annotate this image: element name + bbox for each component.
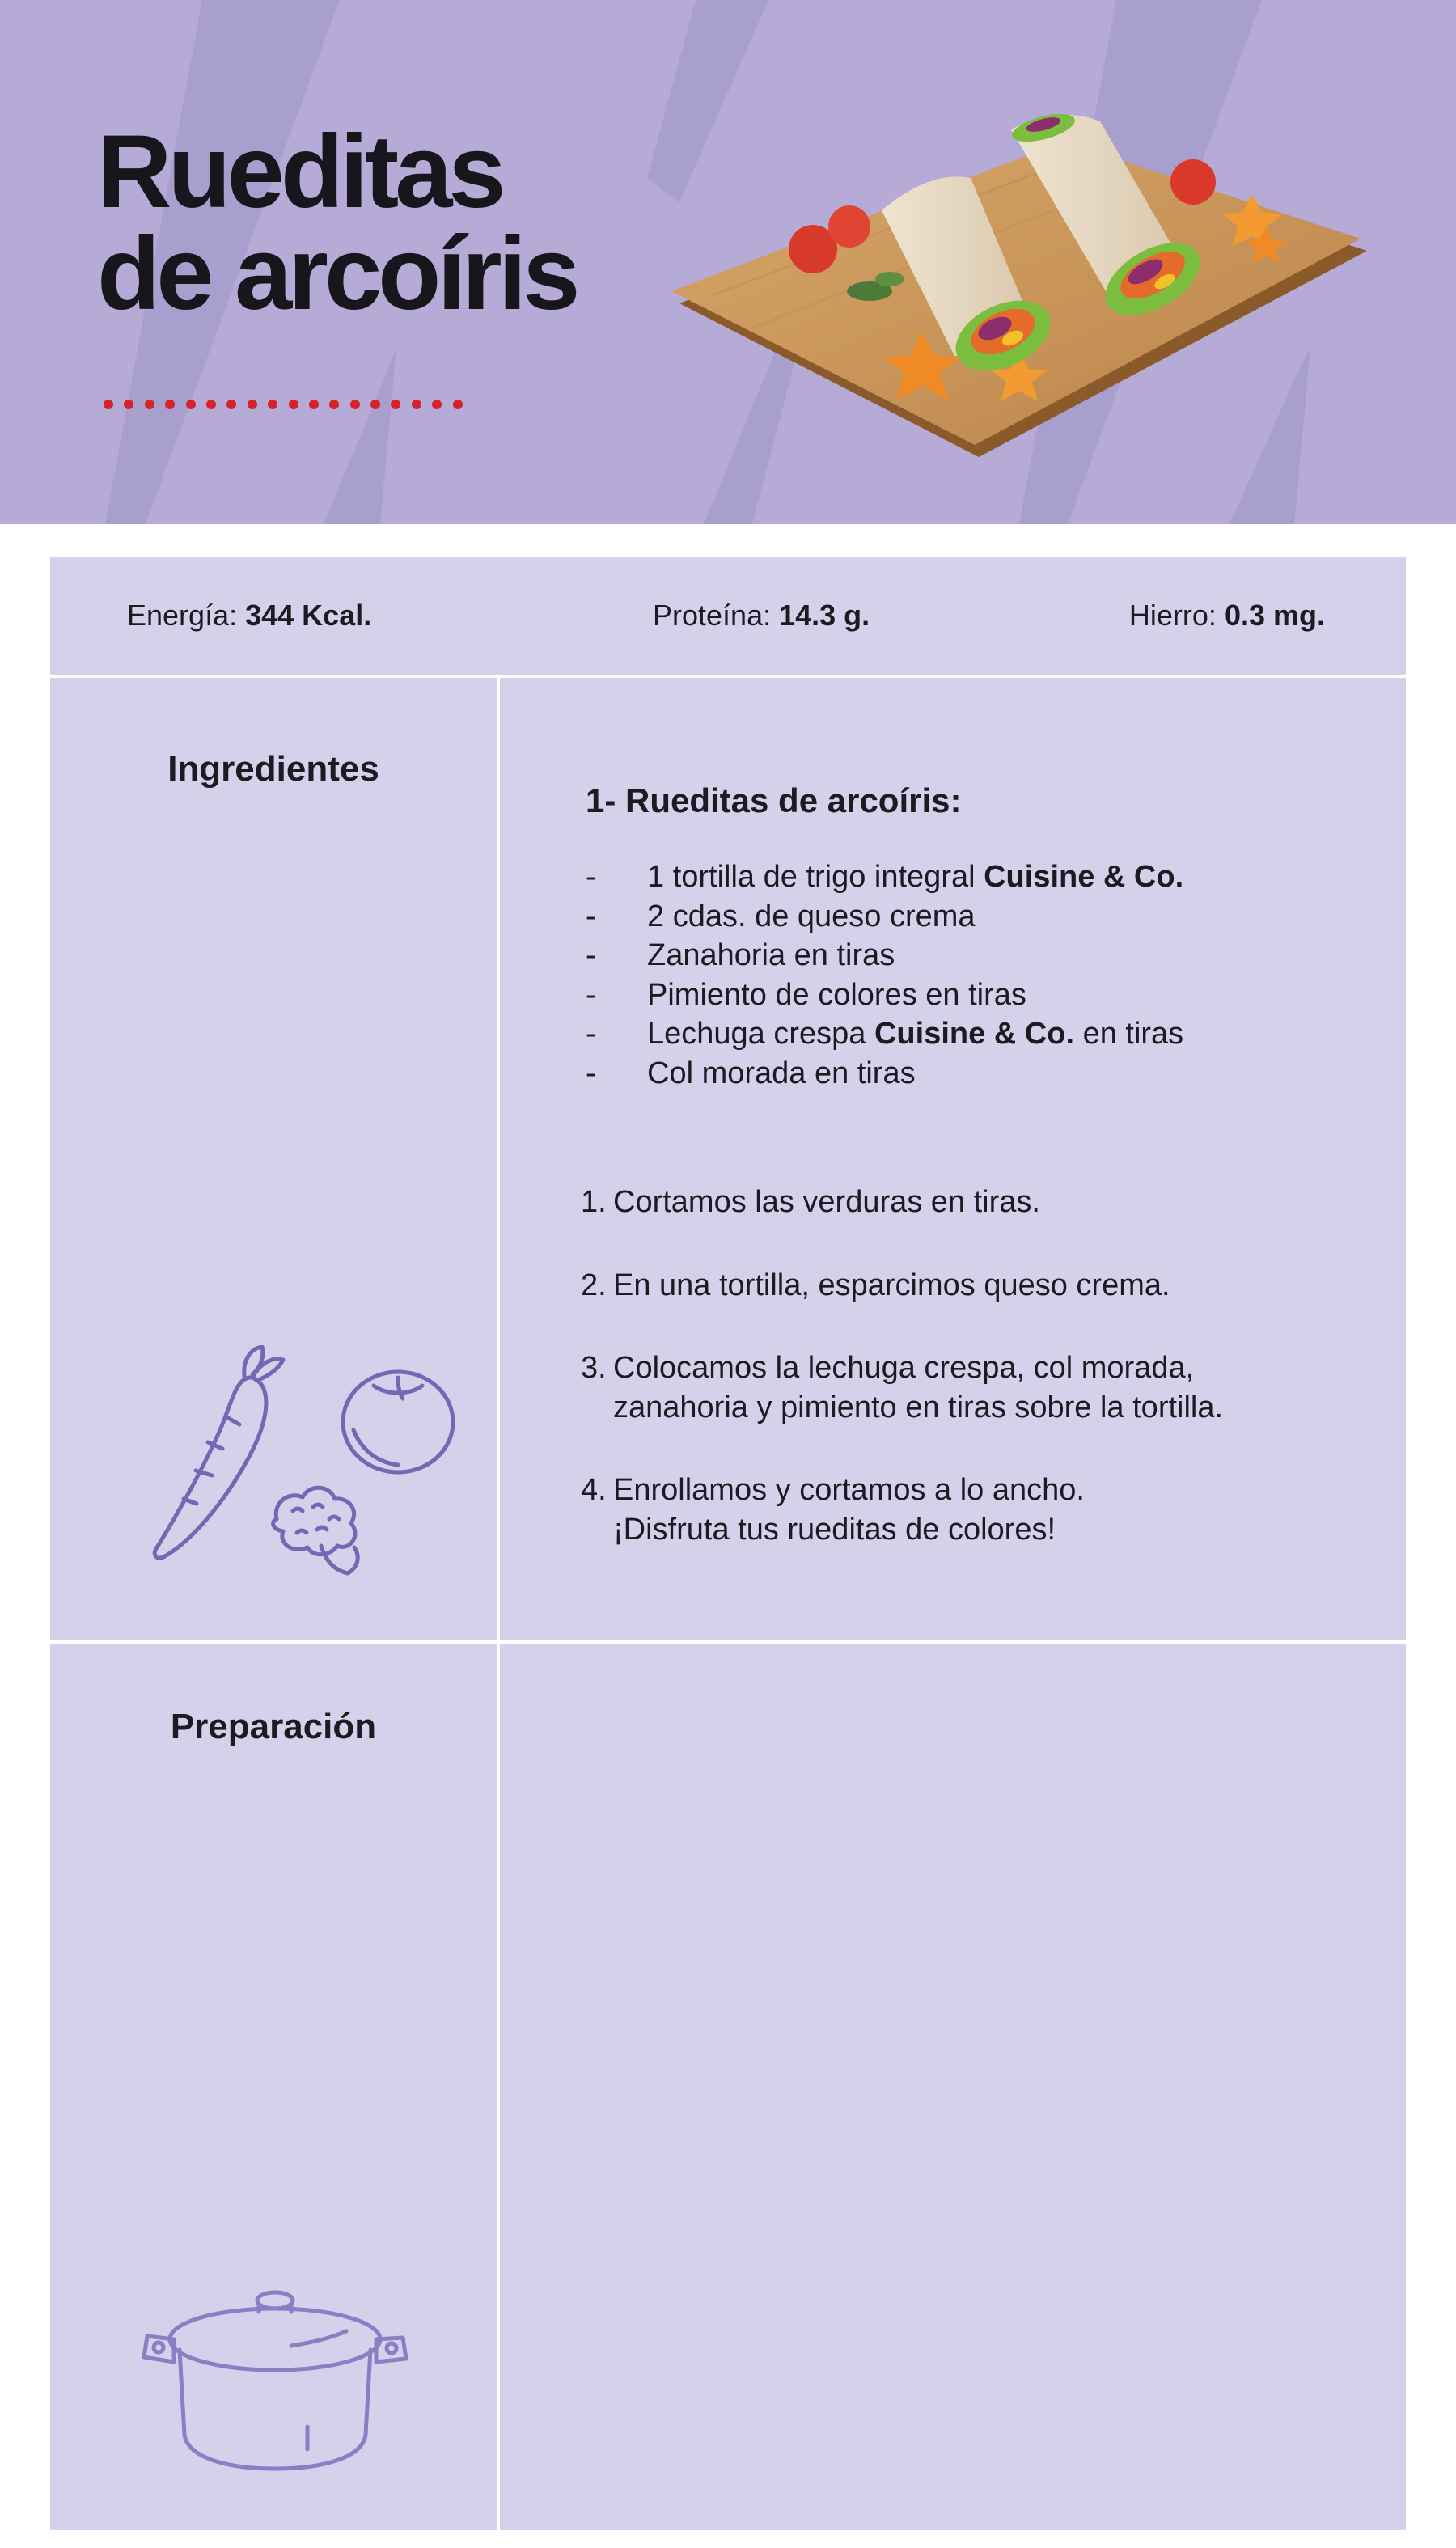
divider-horizontal	[50, 1640, 1406, 1644]
ingredient-item	[586, 857, 1183, 897]
energy-fact	[127, 599, 371, 633]
ingredient-item	[586, 936, 1183, 976]
list-dash: -	[586, 899, 596, 933]
broccoli-icon	[273, 1488, 358, 1573]
dot	[145, 400, 154, 409]
energy-label: Energía:	[127, 599, 238, 632]
dot	[412, 400, 421, 409]
ingredient-brand: Cuisine & Co.	[984, 860, 1184, 894]
dot	[124, 400, 133, 409]
ingredient-text: 2 cdas. de queso crema	[647, 899, 976, 933]
preparation-step	[581, 1266, 1357, 1306]
protein-fact	[653, 599, 870, 633]
nutrition-facts	[50, 557, 1406, 676]
ingredient-text: Lechuga crespa	[647, 1017, 874, 1051]
dot	[226, 400, 236, 409]
ingredient-text: Col morada en tiras	[647, 1056, 916, 1090]
ingredients-heading: Ingredientes	[167, 749, 379, 789]
preparation-step	[581, 1183, 1357, 1222]
preparation-steps	[581, 1183, 1357, 1593]
protein-value: 14.3 g.	[779, 599, 870, 632]
dot	[206, 400, 216, 409]
hero-banner	[0, 0, 1456, 524]
step-text: En una tortilla, esparcimos queso crema.	[613, 1268, 1170, 1302]
ingredient-item	[586, 1054, 1183, 1094]
ingredients-list	[586, 857, 1183, 1093]
cooking-pot-illustration	[138, 2289, 413, 2475]
dot	[391, 400, 400, 409]
ingredient-text: Pimiento de colores en tiras	[647, 977, 1026, 1012]
dotted-divider	[104, 400, 463, 409]
dot	[186, 400, 196, 409]
dot	[268, 400, 277, 409]
iron-label: Hierro:	[1128, 599, 1217, 632]
iron-value: 0.3 mg.	[1224, 599, 1325, 632]
list-dash: -	[586, 977, 596, 1012]
step-text: Cortamos las verduras en tiras.	[613, 1185, 1040, 1219]
step-number: 3.	[581, 1351, 607, 1385]
ingredient-text: 1 tortilla de trigo integral	[647, 860, 984, 894]
list-dash: -	[586, 938, 596, 972]
protein-label: Proteína:	[653, 599, 772, 632]
tomato-icon	[343, 1372, 453, 1472]
preparation-step	[581, 1348, 1357, 1427]
dot	[370, 400, 380, 409]
recipe-title-line-1: Rueditas	[97, 114, 502, 230]
divider-vertical	[497, 676, 500, 2530]
ingredient-text: Zanahoria en tiras	[647, 938, 895, 972]
energy-value: 344 Kcal.	[245, 599, 372, 632]
recipe-title	[97, 114, 577, 332]
cooking-pot-icon	[144, 2292, 406, 2469]
list-dash: -	[586, 860, 596, 894]
ingredient-brand: Cuisine & Co.	[874, 1017, 1075, 1051]
dot	[432, 400, 442, 409]
wraps-on-board-image	[663, 89, 1375, 469]
step-number: 4.	[581, 1473, 607, 1507]
ingredients-subtitle: 1- Rueditas de arcoíris:	[586, 781, 962, 819]
recipe-title-line-2: de arcoíris	[97, 216, 577, 332]
step-number: 1.	[581, 1185, 607, 1219]
divider-horizontal	[50, 675, 1406, 678]
vegetables-illustration	[131, 1345, 471, 1580]
dot	[248, 400, 257, 409]
ingredient-item	[586, 1014, 1183, 1054]
carrot-icon	[154, 1347, 283, 1558]
dot	[329, 400, 339, 409]
recipe-card	[50, 557, 1406, 2530]
step-text: Colocamos la lechuga crespa, col morada, zanahoria y pimiento en tiras sobre la tortilla.	[613, 1351, 1224, 1424]
step-text: Enrollamos y cortamos a lo ancho. ¡Disfruta tus rueditas de colores!	[613, 1473, 1085, 1547]
step-number: 2.	[581, 1268, 607, 1302]
list-dash: -	[586, 1056, 596, 1090]
ingredient-item	[586, 897, 1183, 937]
dot	[289, 400, 298, 409]
list-dash: -	[586, 1017, 596, 1051]
dot	[453, 400, 463, 409]
dot	[309, 400, 319, 409]
ingredient-item	[586, 976, 1183, 1015]
ingredient-suffix: en tiras	[1074, 1017, 1184, 1051]
preparation-step	[581, 1471, 1357, 1549]
iron-fact	[1129, 599, 1325, 633]
dot	[104, 400, 113, 409]
dot	[165, 400, 175, 409]
dot	[350, 400, 360, 409]
preparation-heading: Preparación	[170, 1707, 377, 1746]
